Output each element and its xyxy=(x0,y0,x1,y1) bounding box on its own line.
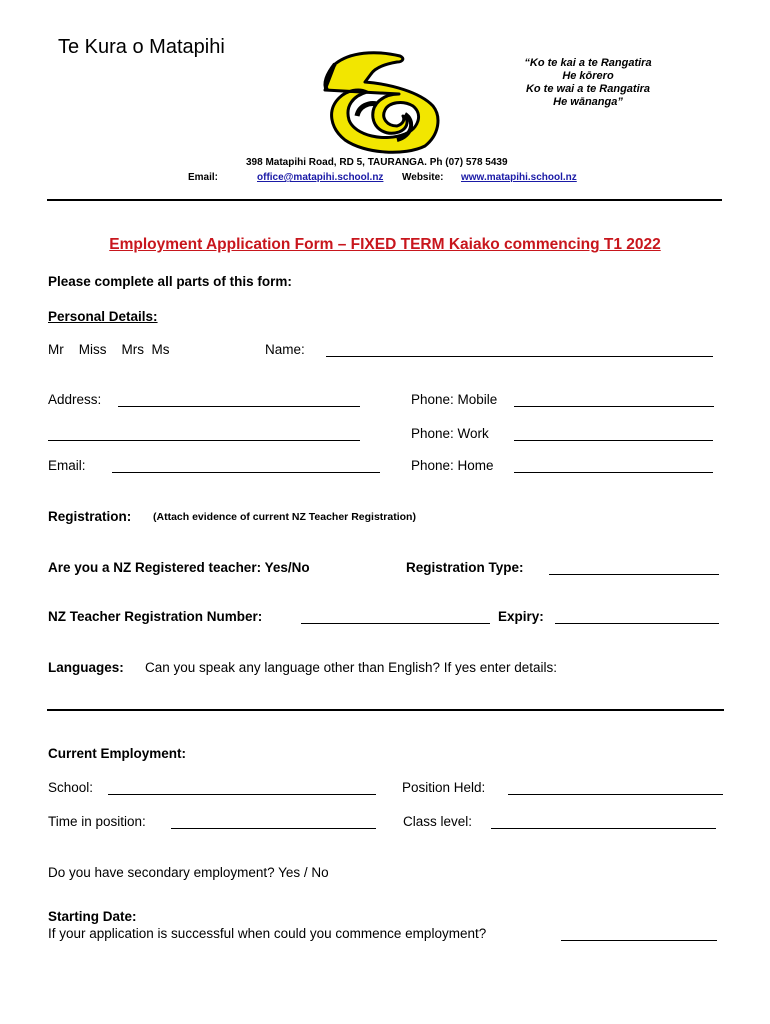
registration-note: (Attach evidence of current NZ Teacher Registration) xyxy=(153,511,416,523)
class-level-label: Class level: xyxy=(403,814,473,829)
motto-line: He kōrero xyxy=(562,70,614,82)
phone-home-field[interactable] xyxy=(514,472,713,473)
phone-work-field[interactable] xyxy=(514,440,713,441)
reg-number-field[interactable] xyxy=(301,623,490,624)
school-name: Te Kura o Matapihi xyxy=(58,36,225,58)
personal-details-heading: Personal Details: xyxy=(48,309,158,324)
registration-type-label: Registration Type: xyxy=(406,560,524,575)
email-field-label: Email: xyxy=(48,458,86,473)
registration-label: Registration: xyxy=(48,509,132,524)
header-divider xyxy=(47,199,722,201)
current-employment-heading: Current Employment: xyxy=(48,746,187,761)
website-link[interactable]: www.matapihi.school.nz xyxy=(461,172,577,183)
time-in-position-label: Time in position: xyxy=(48,814,146,829)
website-label: Website: xyxy=(402,172,444,183)
address-field-line-2[interactable] xyxy=(48,440,360,441)
address-field-line-1[interactable] xyxy=(118,406,360,407)
email-link[interactable]: office@matapihi.school.nz xyxy=(257,172,384,183)
registered-question[interactable]: Are you a NZ Registered teacher: Yes/No xyxy=(48,560,310,575)
secondary-employment-question[interactable]: Do you have secondary employment? Yes / No xyxy=(48,865,329,880)
school-label: School: xyxy=(48,780,94,795)
email-label: Email: xyxy=(188,172,219,183)
school-logo xyxy=(305,44,445,156)
reg-number-label: NZ Teacher Registration Number: xyxy=(48,609,263,624)
registration-type-field[interactable] xyxy=(549,574,719,575)
languages-label: Languages: xyxy=(48,660,124,675)
form-title: Employment Application Form – FIXED TERM Kaiako commencing T1 2022 xyxy=(109,236,661,253)
email-field[interactable] xyxy=(112,472,380,473)
phone-work-label: Phone: Work xyxy=(411,426,489,441)
expiry-field[interactable] xyxy=(555,623,719,624)
name-label: Name: xyxy=(265,342,305,357)
commence-field[interactable] xyxy=(561,940,717,941)
phone-mobile-label: Phone: Mobile xyxy=(411,392,498,407)
commence-question: If your application is successful when could you commence employment? xyxy=(48,926,487,941)
languages-field[interactable] xyxy=(47,709,724,711)
school-motto xyxy=(488,57,688,109)
school-address: 398 Matapihi Road, RD 5, TAURANGA. Ph (07) 578 5439 xyxy=(246,157,508,168)
time-in-position-field[interactable] xyxy=(171,828,376,829)
motto-line: He wānanga” xyxy=(553,96,623,108)
starting-date-heading: Starting Date: xyxy=(48,909,137,924)
phone-mobile-field[interactable] xyxy=(514,406,714,407)
position-held-label: Position Held: xyxy=(402,780,486,795)
name-field[interactable] xyxy=(326,356,713,357)
expiry-label: Expiry: xyxy=(498,609,544,624)
motto-line: Ko te wai a te Rangatira xyxy=(525,83,651,95)
class-level-field[interactable] xyxy=(491,828,716,829)
title-options[interactable]: Mr Miss Mrs Ms xyxy=(48,342,170,357)
address-label: Address: xyxy=(48,392,102,407)
form-instruction: Please complete all parts of this form: xyxy=(48,274,292,289)
school-field[interactable] xyxy=(108,794,376,795)
position-held-field[interactable] xyxy=(508,794,723,795)
languages-question: Can you speak any language other than English? If yes enter details: xyxy=(145,660,558,675)
motto-line: “Ko te kai a te Rangatira xyxy=(524,57,652,69)
phone-home-label: Phone: Home xyxy=(411,458,494,473)
